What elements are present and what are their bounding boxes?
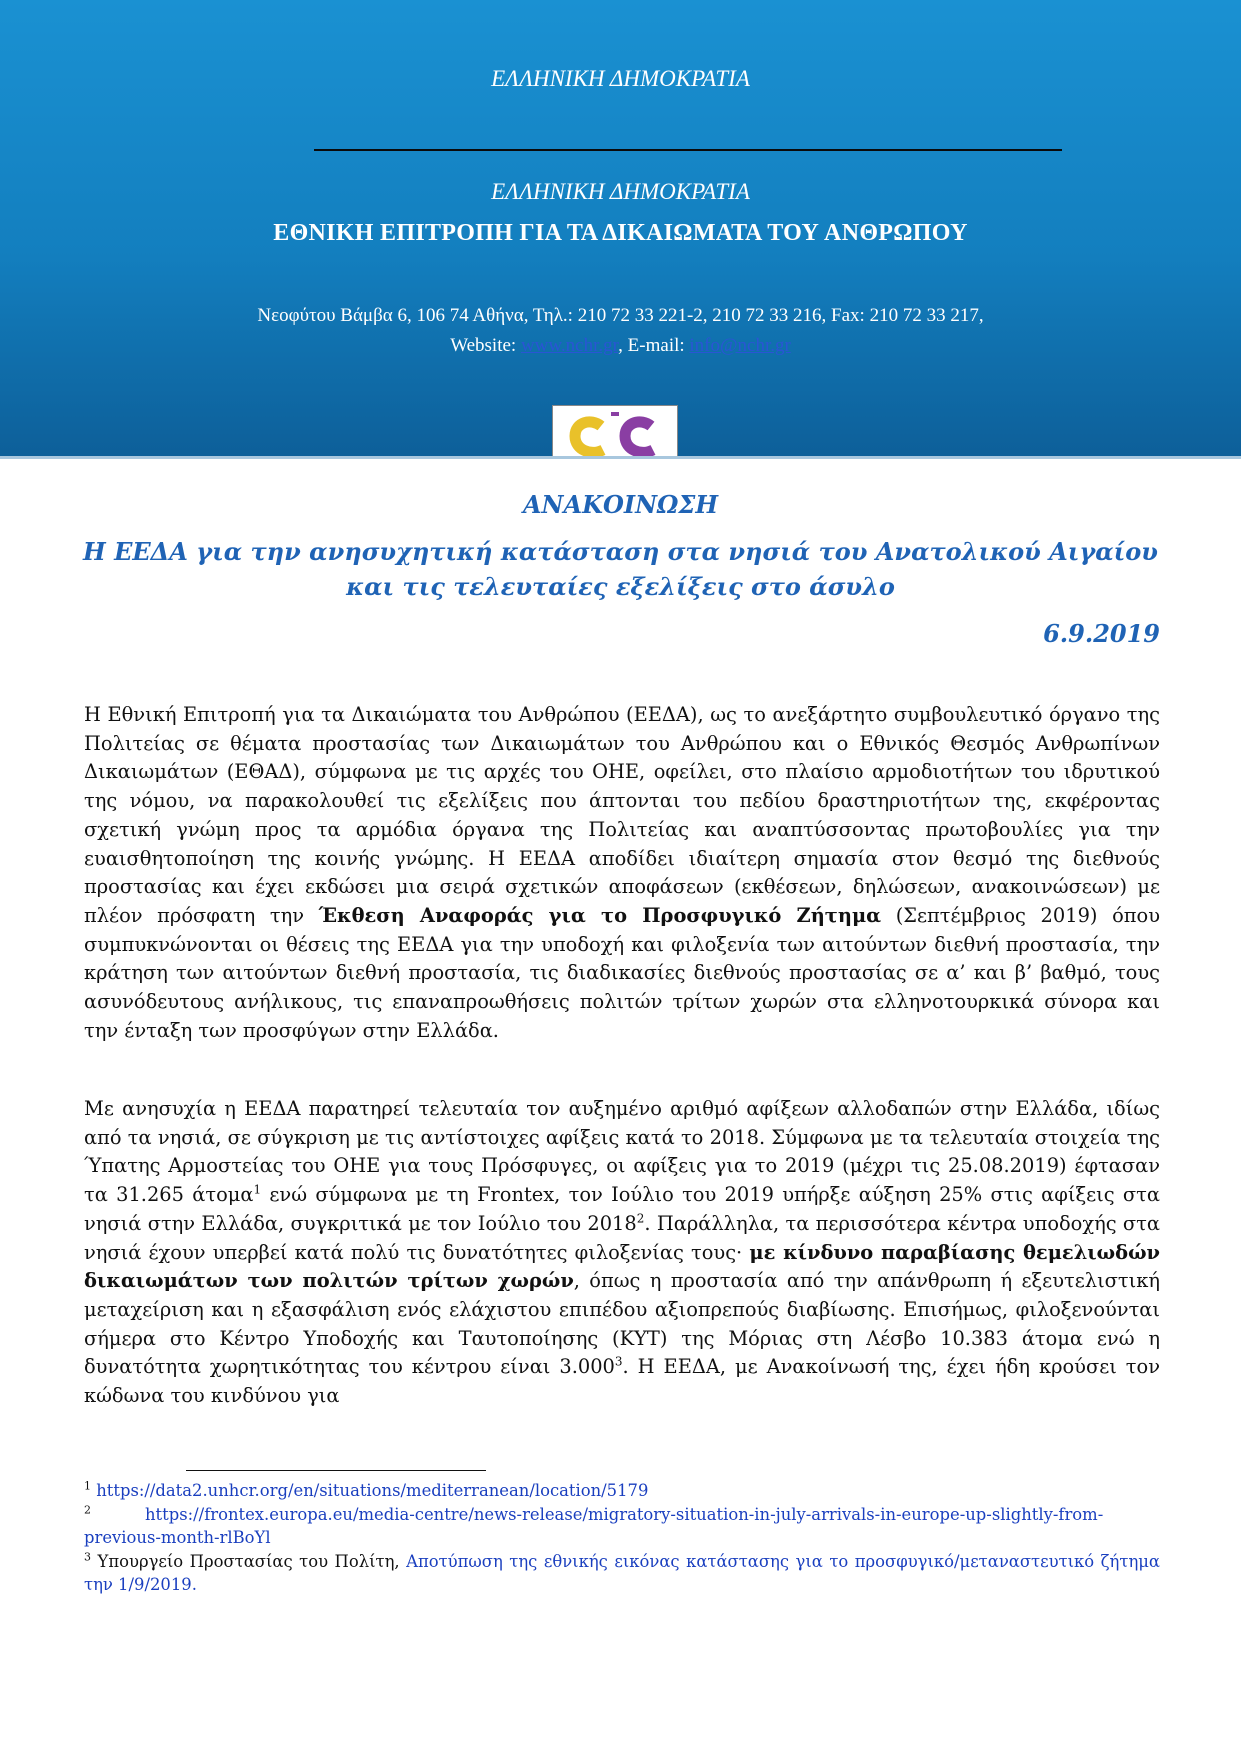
p2-text-b: ενώ σύμφωνα με τη Frontex, τον Ιούλιο του 2019 υπήρξε αύξηση 25% στις αφίξεις στα νησιά στην Ελλάδα, συγκριτικά με τον Ιούλιο του 2018 xyxy=(84,1183,1160,1235)
footnote-3-suffix: . xyxy=(191,1575,197,1594)
nchr-logo xyxy=(552,405,678,458)
contact-line xyxy=(0,335,1241,357)
p2-bold-risk: με κίνδυνο παραβίασης θεμελιωδών δικαιωμάτων των πολιτών τρίτων χωρών xyxy=(84,1240,1160,1293)
header-separator xyxy=(314,149,1062,151)
footnote-link-3[interactable]: Αποτύπωση της εθνικής εικόνας κατάστασης για το προσφυγικό/μεταναστευτικό ζήτημα την 1/9/2019 xyxy=(84,1552,1160,1594)
commission-name: ΕΘΝΙΚΗ ΕΠΙΤΡΟΠΗ ΓΙΑ ΤΑ ΔΙΚΑΙΩΜΑΤΑ ΤΟΥ ΑΝΘΡΩΠΟΥ xyxy=(273,220,968,246)
announcement-date: 6.9.2019 xyxy=(1043,619,1160,648)
website-link[interactable]: www.nchr.gr xyxy=(520,335,619,356)
announcement-subtitle-2: και τις τελευταίες εξελίξεις στο άσυλο xyxy=(346,572,895,601)
p2-text-d: , όπως η προστασία από την απάνθρωπη ή εξευτελιστική μεταχείριση και η εξασφάλιση ενός ελάχιστου επιπέδου αξιοπρεπούς διαβίωσης. Επισήμως, φιλοξενούνται σήμερα στο Κέντρο Υποδοχής και Ταυτοποίησης (ΚΥΤ) της Μόριας στη Λέσβο 10.383 άτομα ενώ η δυνατότητα χωρητικότητας του κέντρου είναι 3.000 xyxy=(84,1269,1160,1379)
p2-text-a: Με ανησυχία η ΕΕΔΑ παρατηρεί τελευταία τον αυξημένο αριθμό αφίξεων αλλοδαπών στην Ελλάδα, ιδίως από τα νησιά, σε σύγκριση με τις αντίστοιχες αφίξεις κατά το 2018. Σύμφωνα με τα τελευταία στοιχεία της Ύπατης Αρμοστείας του ΟΗΕ για τους Πρόσφυγες, οι αφίξεις για το 2019 (μέχρι τις 25.08.2019) έφτασαν τα 31.265 άτομα xyxy=(84,1097,1160,1207)
footnote-num-1: 1 xyxy=(84,1479,91,1493)
paragraph-1 xyxy=(84,701,1160,1045)
footnote-1 xyxy=(84,1479,1160,1502)
footnote-2 xyxy=(84,1503,1160,1549)
p1-text-b: (Σεπτέμβριος 2019) όπου συμπυκνώνονται οι θέσεις της ΕΕΔΑ για την υποδοχή και φιλοξενία των αιτούντων διεθνή προστασία, την κράτηση των αιτούντων διεθνή προστασία, τις διαδικασίες διεθνούς προστασίας σε α’ και β’ βαθμό, τους ασυνόδευτους ανήλικους, τις επαναπροωθήσεις πολιτών τρίτων χωρών στα ελληνοτουρκικά σύνορα και την ένταξη των προσφύγων στην Ελλάδα. xyxy=(84,903,1160,1042)
announcement-heading: ΑΝΑΚΟΙΝΩΣΗ xyxy=(522,490,719,519)
p1-bold-report: Έκθεση Αναφοράς για το Προσφυγικό Ζήτημα xyxy=(318,903,882,927)
letterhead xyxy=(0,0,1241,458)
footnote-num-3: 3 xyxy=(84,1550,91,1564)
republic-label: ΕΛΛΗΝΙΚΗ ΔΗΜΟΚΡΑΤΙΑ xyxy=(491,179,750,204)
republic-top: ΕΛΛΗΝΙΚΗ ΔΗΜΟΚΡΑΤΙΑ xyxy=(491,66,750,91)
website-label: Website: xyxy=(450,335,517,356)
address-line: Νεοφύτου Βάμβα 6, 106 74 Αθήνα, Τηλ.: 210 72 33 221-2, 210 72 33 216, Fax: 210 72 33 217, xyxy=(257,305,984,326)
p2-text-e: . Η ΕΕΔΑ, με Ανακοίνωσή της, έχει ήδη κρούσει τον κώδωνα του κινδύνου για xyxy=(84,1355,1160,1408)
p1-text-a: Η Εθνική Επιτροπή για τα Δικαιώματα του Ανθρώπου (ΕΕΔΑ), ως το ανεξάρτητο συμβουλευτικό όργανο της Πολιτείας σε θέματα προστασίας των Δικαιωμάτων του Ανθρώπου και ο Εθνικός Θεσμός Ανθρωπίνων Δικαιωμάτων (ΕΘΑΔ), σύμφωνα με τις αρχές του ΟΗΕ, οφείλει, στο πλαίσιο αρμοδιοτήτων του ιδρυτικού της νόμου, να παρακολουθεί τις εξελίξεις που άπτονται του πεδίου δραστηριοτήτων της, εκφέροντας σχετική γνώμη προς τα αρμόδια όργανα της Πολιτείας και αναπτύσσοντας πρωτοβουλίες για την ευαισθητοποίηση της κοινής γνώμης. Η ΕΕΔΑ αποδίδει ιδιαίτερη σημασία στον θεσμό της διεθνούς προστασίας και έχει εκδώσει μια σειρά σχετικών αποφάσεων (εκθέσεων, δηλώσεων, ανακοινώσεων) με πλέον πρόσφατη την xyxy=(84,703,1160,927)
email-label: , E-mail: xyxy=(618,335,685,356)
footnote-link-1[interactable]: https://data2.unhcr.org/en/situations/mediterranean/location/5179 xyxy=(96,1481,649,1500)
footnote-link-2[interactable]: https://frontex.europa.eu/media-centre/news-release/migratory-situation-in-july-arrivals-in-europe-up-slightly-from-previous-month-rlBoYl xyxy=(84,1505,1104,1547)
p2-text-c: . Παράλληλα, τα περισσότερα κέντρα υποδοχής στα νησιά έχουν υπερβεί κατά πολύ τις δυνατότητες φιλοξενίας τους· xyxy=(84,1211,1160,1264)
footnote-num-2: 2 xyxy=(84,1503,91,1517)
footnote-ref-2[interactable]: 2 xyxy=(636,1211,645,1226)
header-bottom-border xyxy=(0,456,1241,459)
announcement-subtitle-1: Η ΕΕΔΑ για την ανησυχητική κατάσταση στα νησιά του Ανατολικού Αιγαίου xyxy=(83,537,1158,566)
paragraph-2 xyxy=(84,1095,1160,1411)
footnote-ref-3[interactable]: 3 xyxy=(614,1354,623,1369)
footnote-ref-1[interactable]: 1 xyxy=(253,1182,262,1197)
footnote-3-prefix: Υπουργείο Προστασίας του Πολίτη, xyxy=(97,1552,407,1571)
footnote-separator xyxy=(186,1470,486,1471)
email-link[interactable]: info@nchr.gr xyxy=(689,335,791,356)
footnote-3 xyxy=(84,1550,1160,1596)
